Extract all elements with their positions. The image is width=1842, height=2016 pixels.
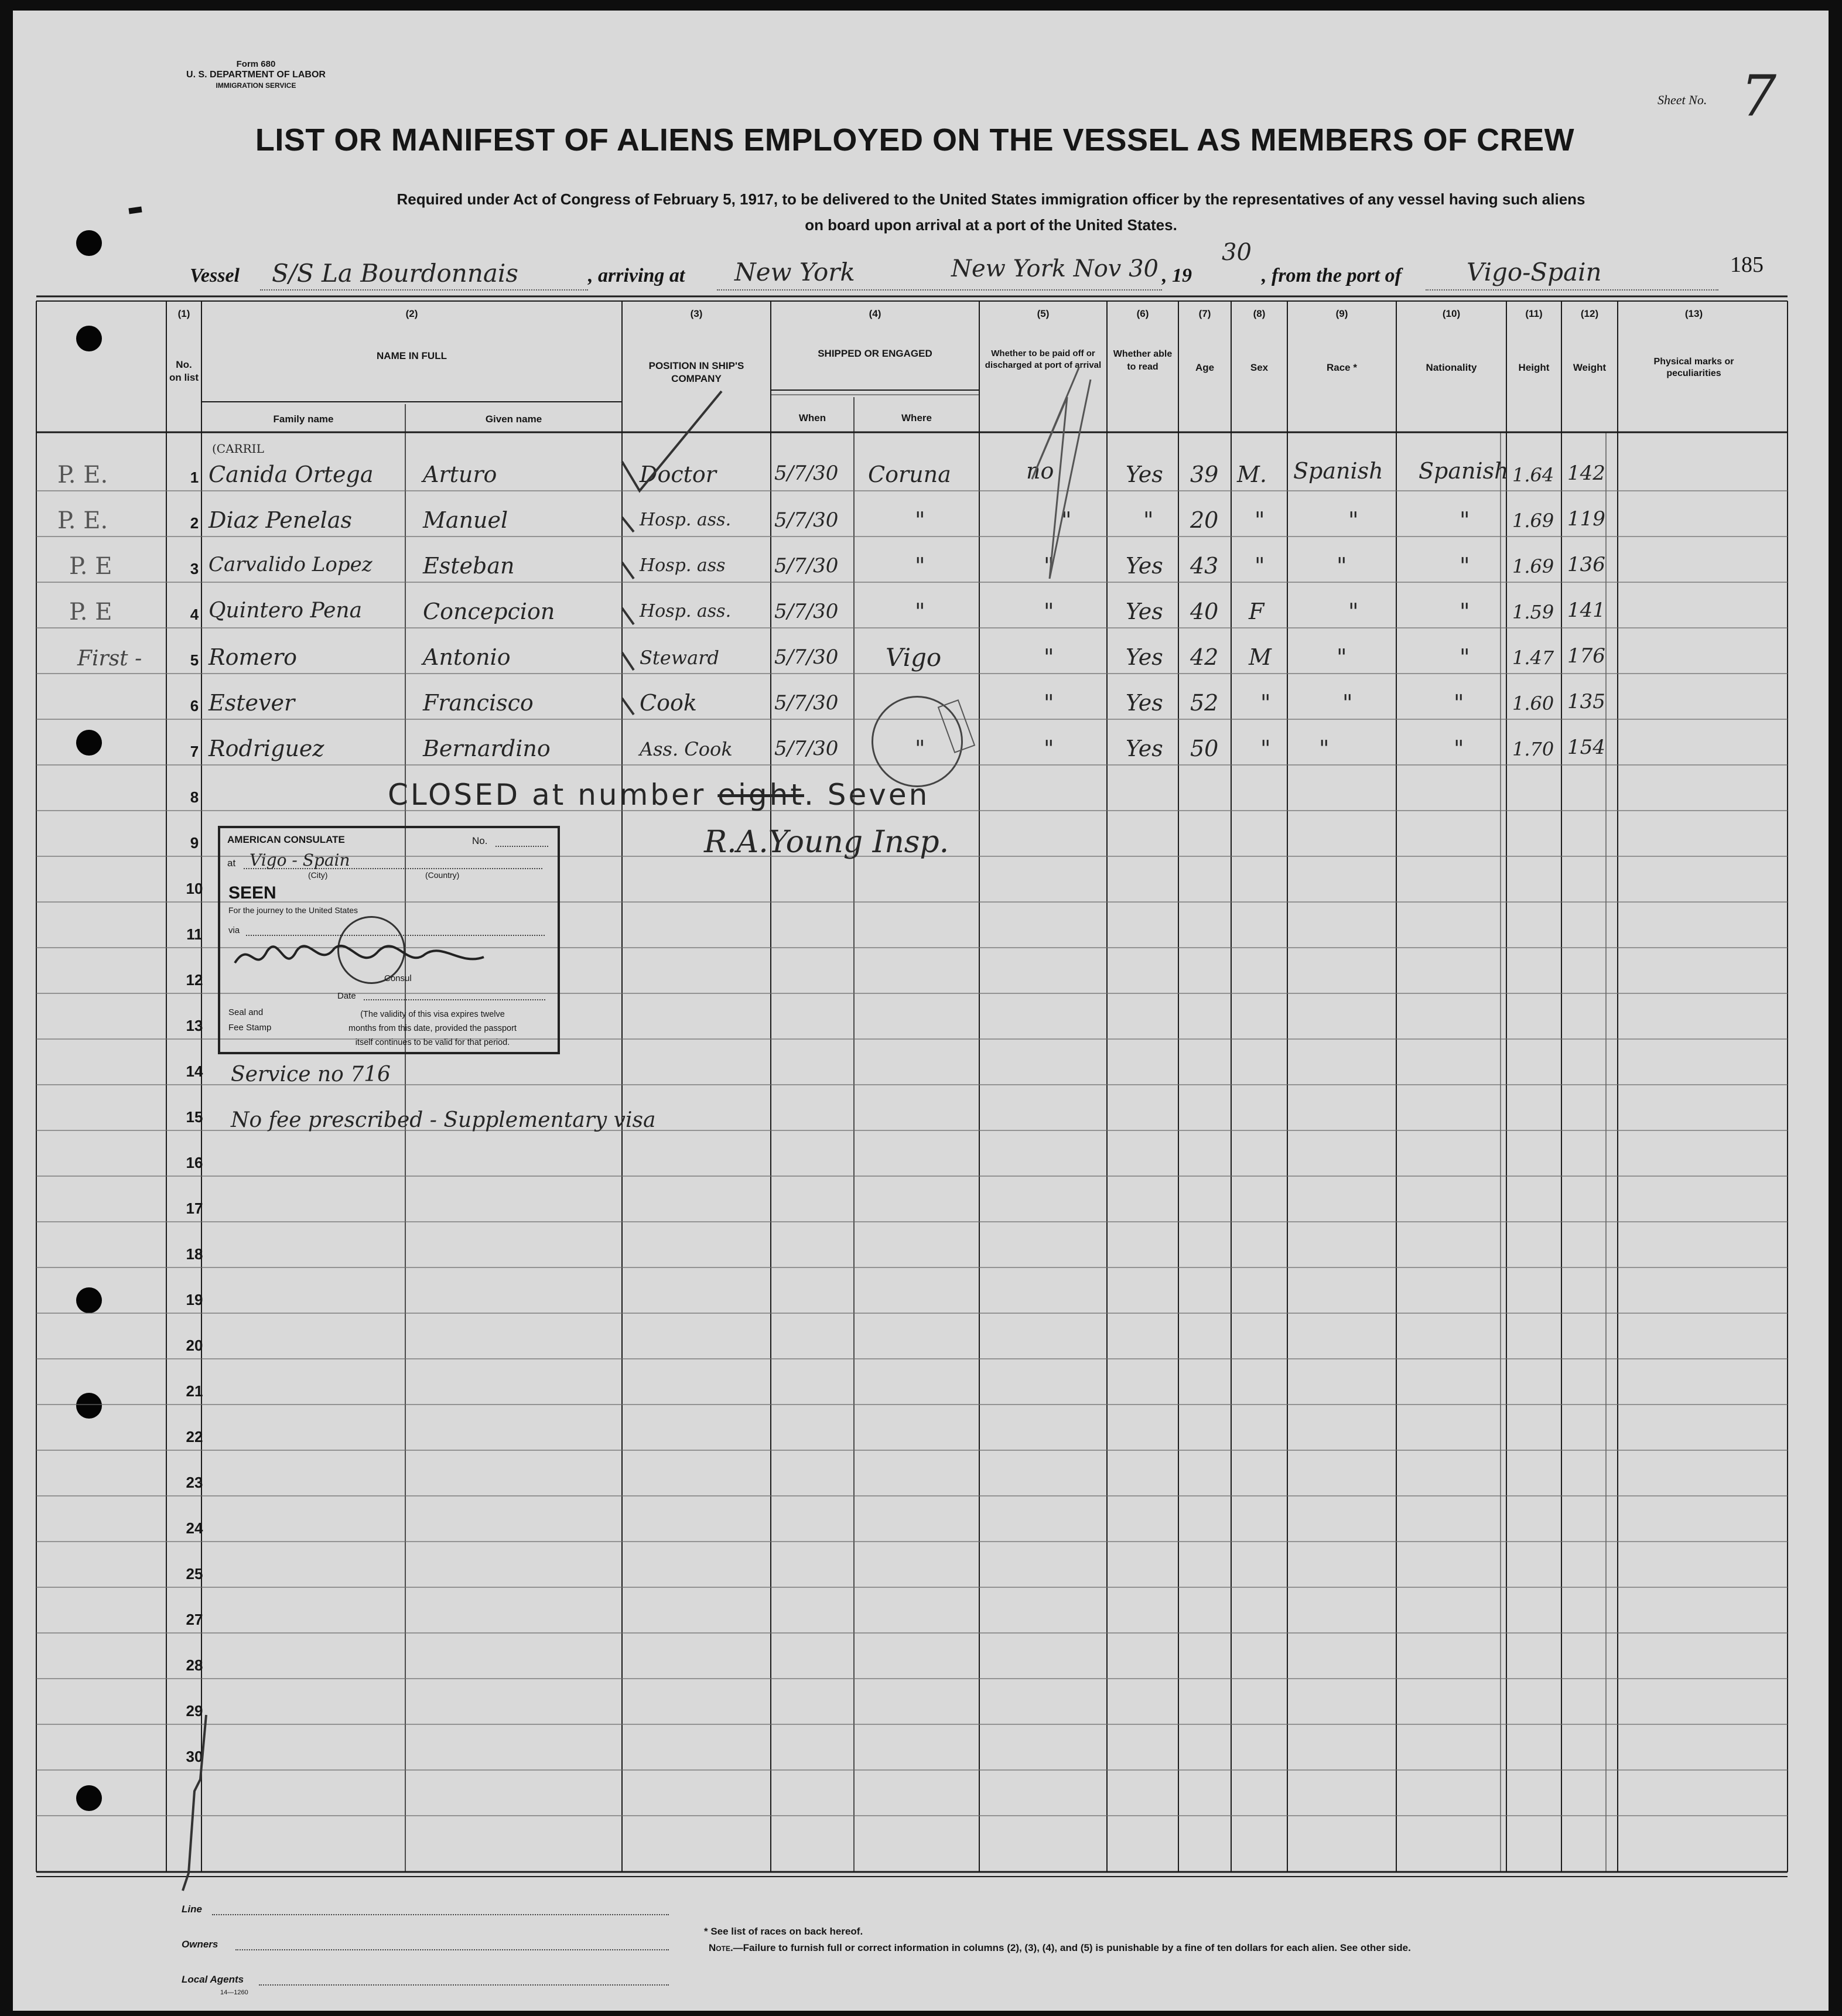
- inspector-signature: R.A.Young Insp.: [704, 825, 949, 860]
- able-to-read: Yes: [1126, 644, 1163, 670]
- arriving-label: , arriving at: [588, 265, 685, 286]
- family-name: Romero: [209, 644, 298, 670]
- row-number: 11: [186, 925, 203, 943]
- vessel-label: Vessel: [190, 265, 240, 286]
- nationality: ": [1460, 644, 1470, 670]
- row-margin-note: First -: [77, 647, 142, 671]
- paid-off: no: [1026, 458, 1054, 484]
- row-number: 29: [186, 1702, 203, 1720]
- carril-note: (CARRIL: [212, 442, 264, 456]
- no-fee-note: No fee prescribed - Supplementary visa: [231, 1108, 656, 1132]
- footer-note-label: Note.: [709, 1942, 733, 1953]
- check-mark: [622, 517, 634, 532]
- sheet-label: Sheet No.: [1658, 93, 1707, 107]
- stroke-marks: [997, 356, 1108, 883]
- height: 1.47: [1512, 647, 1554, 669]
- given-name: Esteban: [423, 553, 515, 579]
- row-number: 13: [186, 1017, 203, 1034]
- stamp-title: AMERICAN CONSULATE: [227, 834, 345, 845]
- stamp-journey: For the journey to the United States: [228, 906, 358, 915]
- check-marks: [616, 385, 733, 760]
- col-header-name: NAME IN FULL: [377, 350, 447, 361]
- row-margin-note: P. E: [69, 553, 112, 580]
- footer-owners-label: Owners: [182, 1939, 218, 1950]
- nationality: Spanish: [1419, 458, 1509, 484]
- closed-number: Seven: [827, 778, 930, 812]
- nationality: ": [1454, 736, 1464, 761]
- subtitle-line-2: on board upon arrival at a port of the United States.: [805, 216, 1177, 234]
- shipped-where: Vigo: [886, 643, 942, 672]
- row-number: 12: [186, 971, 203, 989]
- race: ": [1337, 644, 1347, 670]
- col-header-no-on-list: No. on list: [169, 359, 199, 383]
- stamp-at-label: at: [227, 857, 236, 869]
- shipped-when: 5/7/30: [774, 508, 839, 532]
- weight: 135: [1567, 690, 1605, 713]
- family-name: Diaz Penelas: [209, 507, 352, 533]
- nationality: ": [1460, 507, 1470, 533]
- height: 1.70: [1512, 738, 1554, 760]
- able-to-read: Yes: [1126, 462, 1163, 487]
- sex: ": [1260, 736, 1271, 761]
- col-header-physical: Physical marks or peculiarities: [1653, 357, 1734, 378]
- footer-note-text: —Failure to furnish full or correct information in columns (2), (3), (4), and (5) is punishable by a fine of ten dollars for each alien. See other side.: [733, 1942, 1411, 1953]
- arrival-date: New York Nov 30: [951, 255, 1159, 282]
- stamp-no-line: [495, 846, 548, 847]
- shipped-when: 5/7/30: [774, 462, 839, 485]
- sex: ": [1260, 690, 1271, 716]
- subtitle-line-1: Required under Act of Congress of February 5, 1917, to be delivered to the United States immigration officer by the representatives of any vessel having such aliens: [397, 190, 1585, 208]
- row-number: 28: [186, 1656, 203, 1674]
- footer-note: [709, 1942, 1411, 1954]
- stamp-city: (City): [308, 870, 328, 880]
- col-header-when: When: [798, 412, 826, 423]
- row-number: 23: [186, 1474, 203, 1491]
- row-number: 30: [186, 1748, 203, 1765]
- col-num-6: (6): [1136, 308, 1149, 319]
- given-name: Antonio: [423, 644, 511, 670]
- weight: 119: [1567, 507, 1605, 531]
- row-number: 16: [186, 1154, 203, 1171]
- footer-line-label: Line: [182, 1904, 202, 1915]
- col-header-paid-off: Whether to be paid off or discharged at port of arrival: [985, 348, 1102, 370]
- col-num-4: (4): [869, 308, 881, 319]
- col-header-age: Age: [1195, 362, 1215, 373]
- col-num-5: (5): [1037, 308, 1050, 319]
- shipped-where: ": [915, 599, 925, 624]
- stamp-consul: Consul: [384, 973, 412, 983]
- col-num-3: (3): [690, 308, 703, 319]
- position: Steward: [640, 647, 719, 669]
- height: 1.69: [1512, 555, 1554, 578]
- age: 40: [1190, 599, 1219, 624]
- footer: [13, 1879, 1829, 2008]
- department-name: U. S. DEPARTMENT OF LABOR: [186, 70, 326, 80]
- from-label: , from the port of: [1262, 265, 1402, 286]
- age: 43: [1190, 553, 1219, 579]
- nationality: ": [1460, 599, 1470, 624]
- shipped-when: 5/7/30: [774, 645, 839, 669]
- check-mark: [622, 608, 634, 624]
- page-title: LIST OR MANIFEST OF ALIENS EMPLOYED ON THE VESSEL AS MEMBERS OF CREW: [255, 122, 1575, 158]
- col-header-weight: Weight: [1573, 362, 1607, 373]
- col-header-given: Given name: [485, 414, 542, 425]
- consulate-stamp: [218, 826, 560, 1054]
- col-num-12: (12): [1580, 308, 1599, 319]
- row-number: 19: [186, 1291, 203, 1308]
- weight: 176: [1567, 644, 1605, 668]
- row-number: 9: [190, 834, 199, 852]
- service-number: Service no 716: [231, 1062, 391, 1086]
- consul-signature: [232, 934, 490, 980]
- footer-agents-underline: [259, 1984, 669, 1986]
- race: ": [1337, 553, 1347, 579]
- family-name: Carvalido Lopez: [209, 553, 372, 576]
- row-number: 17: [186, 1200, 203, 1217]
- sex: F: [1249, 599, 1265, 624]
- stamp-validity: [308, 1007, 557, 1050]
- family-name: Rodriguez: [209, 736, 324, 761]
- row-number: 18: [186, 1245, 203, 1263]
- row-number: 24: [186, 1519, 203, 1537]
- sex: ": [1255, 507, 1265, 533]
- given-name: Arturo: [423, 462, 497, 487]
- paid-off: ": [1044, 736, 1054, 761]
- stamp-country: (Country): [425, 870, 460, 880]
- stamp-via: via: [228, 925, 240, 935]
- stamp-at-value: Vigo - Spain: [250, 850, 350, 870]
- age: 52: [1190, 690, 1219, 716]
- able-to-read: Yes: [1126, 736, 1163, 761]
- given-name: Manuel: [423, 507, 508, 533]
- stamp-no-label: No.: [472, 835, 488, 846]
- col-header-nationality: Nationality: [1426, 362, 1477, 373]
- col-num-8: (8): [1253, 308, 1266, 319]
- check-mark: [622, 562, 634, 579]
- weight: 154: [1567, 736, 1605, 759]
- given-name: Concepcion: [423, 599, 555, 624]
- col-num-9: (9): [1335, 308, 1348, 319]
- age: 20: [1190, 507, 1219, 533]
- given-name: Bernardino: [423, 736, 551, 761]
- race: ": [1319, 736, 1330, 761]
- shipped-where: Coruna: [868, 462, 951, 487]
- col-num-1: (1): [177, 308, 190, 319]
- shipped-where: ": [915, 507, 925, 533]
- year-prefix: , 19: [1162, 265, 1192, 286]
- margin-stroke: [159, 1709, 230, 1897]
- footer-owners-underline: [235, 1949, 669, 1950]
- col-header-family: Family name: [273, 414, 334, 425]
- stamp-validity-1: (The validity of this visa expires twelve: [360, 1010, 505, 1019]
- race: ": [1348, 599, 1359, 624]
- footer-form-code: 14—1260: [220, 1989, 248, 1996]
- nationality: ": [1460, 553, 1470, 579]
- able-to-read: Yes: [1126, 553, 1163, 579]
- year-suffix: 30: [1222, 239, 1252, 266]
- row-number: 7: [190, 743, 199, 760]
- col-num-11: (11): [1525, 308, 1543, 319]
- paid-off: ": [1044, 599, 1054, 624]
- row-number: 4: [190, 606, 199, 623]
- sex: M.: [1237, 462, 1267, 487]
- age: 42: [1190, 644, 1219, 670]
- family-name: Quintero Pena: [209, 599, 363, 623]
- position: Doctor: [640, 462, 716, 487]
- stamp-validity-2: months from this date, provided the passport: [348, 1024, 517, 1033]
- form-number: Form 680: [236, 59, 276, 69]
- paid-off: ": [1044, 644, 1054, 670]
- service-name: IMMIGRATION SERVICE: [216, 81, 296, 90]
- able-to-read: ": [1143, 507, 1154, 533]
- row-number: 27: [186, 1611, 203, 1628]
- row-number: 15: [186, 1108, 203, 1126]
- col-num-7: (7): [1198, 308, 1211, 319]
- able-to-read: Yes: [1126, 599, 1163, 624]
- shipped-when: 5/7/30: [774, 600, 839, 623]
- col-num-13: (13): [1684, 308, 1703, 319]
- shipped-when: 5/7/30: [774, 691, 839, 715]
- stamp-validity-3: itself continues to be valid for that period.: [355, 1038, 510, 1047]
- footer-agents-label: Local Agents: [182, 1974, 244, 1985]
- closed-text: CLOSED at number: [388, 778, 706, 812]
- check-mark: [622, 698, 634, 715]
- stamp-seal-2: Fee Stamp: [228, 1023, 272, 1033]
- stamp-at-line: [244, 868, 542, 869]
- race: ": [1348, 507, 1359, 533]
- able-to-read: Yes: [1126, 690, 1163, 716]
- arriving-port: New York: [734, 258, 855, 286]
- nationality: ": [1454, 690, 1464, 716]
- weight: 136: [1567, 553, 1605, 576]
- row-margin-note: P. E.: [57, 462, 108, 488]
- position: Ass. Cook: [640, 738, 733, 760]
- row-number: 3: [190, 560, 199, 578]
- paid-off: ": [1061, 507, 1072, 533]
- row-number: 8: [190, 788, 199, 806]
- height: 1.64: [1512, 464, 1554, 486]
- col-header-position: POSITION IN SHIP'S COMPANY: [648, 360, 744, 384]
- struck-number: eight: [717, 778, 804, 812]
- vessel-name: S/S La Bourdonnais: [272, 259, 518, 288]
- row-number: 1: [190, 469, 199, 486]
- row-margin-note: P. E: [69, 599, 112, 626]
- weight: 142: [1567, 462, 1605, 485]
- paid-off: ": [1044, 553, 1054, 579]
- race: Spanish: [1293, 458, 1383, 484]
- row-margin-note: P. E.: [57, 507, 108, 534]
- weight: 141: [1567, 599, 1605, 622]
- footer-line-underline: [212, 1914, 669, 1915]
- row-number: 10: [186, 880, 203, 897]
- height: 1.69: [1512, 510, 1554, 532]
- position: Hosp. ass: [640, 555, 726, 576]
- age: 50: [1190, 736, 1219, 761]
- row-number: 20: [186, 1337, 203, 1354]
- sex: M: [1249, 644, 1272, 670]
- check-mark: [622, 391, 722, 491]
- from-port: Vigo-Spain: [1467, 258, 1602, 286]
- page-number: 185: [1730, 252, 1764, 277]
- stamp-seal-1: Seal and: [228, 1007, 264, 1017]
- check-mark: [622, 652, 634, 670]
- position: Hosp. ass.: [640, 510, 732, 530]
- row-number: 22: [186, 1428, 203, 1446]
- position: Cook: [640, 690, 697, 716]
- col-num-2: (2): [405, 308, 418, 319]
- shipped-when: 5/7/30: [774, 554, 839, 578]
- closed-at-number-note: CLOSED at number eight. Seven: [388, 778, 930, 812]
- manifest-sheet: [13, 11, 1829, 2011]
- row-number: 5: [190, 651, 199, 669]
- row-number: 21: [186, 1382, 203, 1400]
- family-name: Estever: [209, 690, 295, 716]
- given-name: Francisco: [423, 690, 534, 716]
- col-header-height: Height: [1518, 362, 1550, 373]
- stamp-seen: SEEN: [228, 883, 276, 903]
- height: 1.59: [1512, 601, 1554, 623]
- row-number: 14: [186, 1062, 203, 1080]
- position: Hosp. ass.: [640, 601, 732, 621]
- age: 39: [1190, 462, 1219, 487]
- stamp-date: Date: [337, 991, 356, 1001]
- row-number: 2: [190, 514, 199, 532]
- sheet-number: 7: [1741, 63, 1777, 129]
- shipped-when: 5/7/30: [774, 737, 839, 760]
- col-num-10: (10): [1442, 308, 1461, 319]
- row-number: 25: [186, 1565, 203, 1583]
- col-header-sex: Sex: [1250, 362, 1269, 373]
- race: ": [1342, 690, 1353, 716]
- col-header-shipped: SHIPPED OR ENGAGED: [818, 348, 932, 359]
- paid-off: ": [1044, 690, 1054, 716]
- col-header-race: Race *: [1327, 362, 1357, 373]
- family-name: Canida Ortega: [209, 462, 374, 487]
- col-header-able-read: Whether able to read: [1113, 349, 1173, 372]
- shipped-where: ": [915, 553, 925, 579]
- footer-race-note: * See list of races on back hereof.: [704, 1926, 863, 1937]
- stamp-date-line: [364, 999, 545, 1000]
- shipped-where: ": [915, 736, 925, 761]
- sex: ": [1255, 553, 1265, 579]
- col-header-where: Where: [901, 412, 932, 423]
- row-number: 6: [190, 697, 199, 715]
- height: 1.60: [1512, 692, 1554, 715]
